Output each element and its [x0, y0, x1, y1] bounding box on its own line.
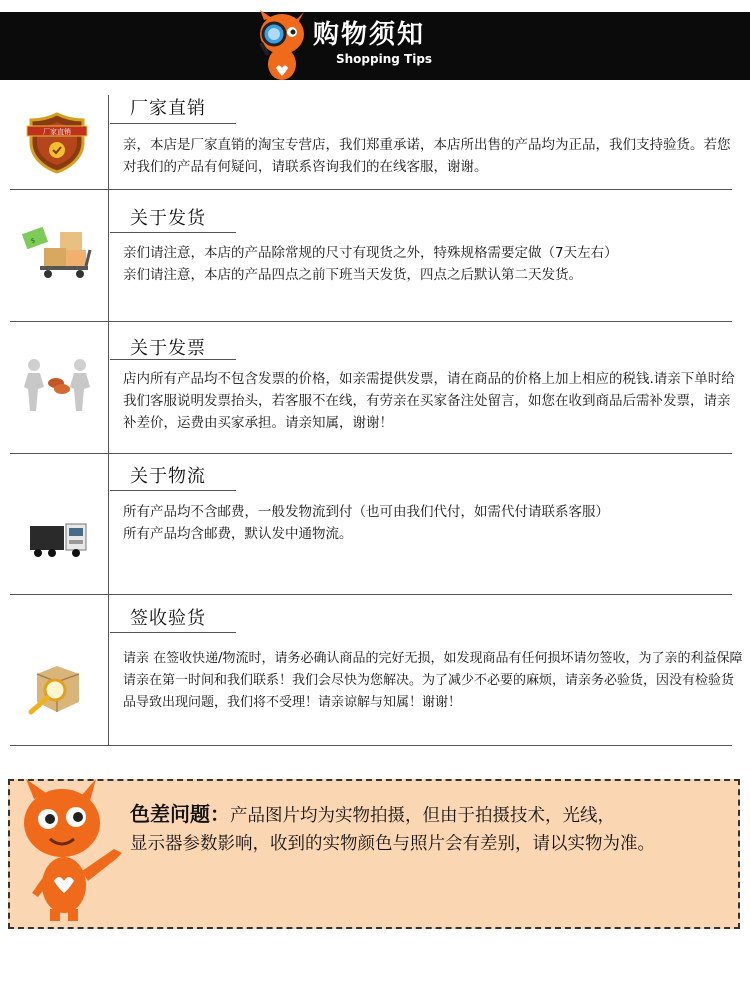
- divider: [10, 594, 732, 595]
- magnifier-box-icon: [25, 658, 85, 718]
- notice-text-line1: 产品图片均为实物拍摄，但由于拍摄技术，光线，: [230, 806, 615, 826]
- notice-text-line2: 显示器参数影响，收到的实物颜色与照片会有差别，请以实物为准。: [130, 834, 655, 854]
- divider: [10, 189, 732, 190]
- title-underline: [110, 123, 236, 124]
- section-title: 关于物流: [130, 466, 206, 487]
- section-title: 签收验货: [130, 608, 206, 629]
- section-line: 亲们请注意，本店的产品四点之前下班当天发货，四点之后默认第二天发货。: [123, 267, 582, 283]
- title-underline: [110, 359, 236, 360]
- title-underline: [110, 632, 236, 633]
- section-title: 厂家直销: [130, 98, 206, 119]
- notice-text: [130, 800, 740, 858]
- section-body: 店内所有产品均不包含发票的价格，如亲需提供发票，请在商品的价格上加上相应的税钱.请亲下单时给我们客服说明发票抬头，若客服不在线，有劳亲在买家备注处留言，如您在收到商品后需补发票，请亲补差价，运费由买家承担。请亲知属，谢谢！: [123, 371, 735, 431]
- svg-text:厂家直销: 厂家直销: [43, 128, 71, 136]
- section-line: 亲们请注意，本店的产品除常规的尺寸有现货之外，特殊规格需要定做（7天左右）: [123, 245, 618, 261]
- notice-label: 色差问题：: [130, 802, 230, 826]
- shield-badge-icon: [25, 112, 89, 174]
- section-title: 关于发货: [130, 208, 206, 229]
- section-title: 关于发票: [130, 338, 206, 359]
- mascot-magnifier-icon: [252, 8, 310, 80]
- title-underline: [110, 232, 236, 233]
- divider: [10, 453, 732, 454]
- page-subtitle: Shopping Tips: [336, 52, 433, 66]
- column-divider: [108, 95, 109, 746]
- page-title: 购物须知: [313, 20, 426, 50]
- divider: [10, 745, 732, 746]
- svg-text:$: $: [29, 236, 37, 246]
- section-body: [123, 242, 743, 286]
- invoice-handover-icon: [22, 355, 92, 415]
- notice-line-1: [130, 800, 740, 830]
- section-line: 所有产品均不含邮费，一般发物流到付（也可由我们代付，如需代付请联系客服）: [123, 504, 609, 520]
- section-body: 亲，本店是厂家直销的淘宝专营店，我们郑重承诺，本店所出售的产品均为正品，我们支持验货。若您对我们的产品有何疑问，请联系咨询我们的在线客服，谢谢。: [123, 137, 731, 175]
- section-body: 请亲 在签收快递/物流时，请务必确认商品的完好无损，如发现商品有任何损坏请勿签收，为了亲的利益保障请亲在第一时间和我们联系！我们会尽快为您解决。为了减少不必要的麻烦，请亲务必验货，因没有检验货品导致出现问题，我们将不受理！请亲谅解与知属！谢谢！: [123, 651, 743, 710]
- section-line: 所有产品均含邮费，默认发中通物流。: [123, 526, 353, 542]
- truck-icon: [28, 520, 88, 560]
- section-body: [123, 501, 743, 545]
- mascot-pointing-icon: [12, 773, 127, 923]
- divider: [10, 321, 732, 322]
- delivery-boxes-icon: [22, 222, 92, 282]
- title-underline: [110, 490, 236, 491]
